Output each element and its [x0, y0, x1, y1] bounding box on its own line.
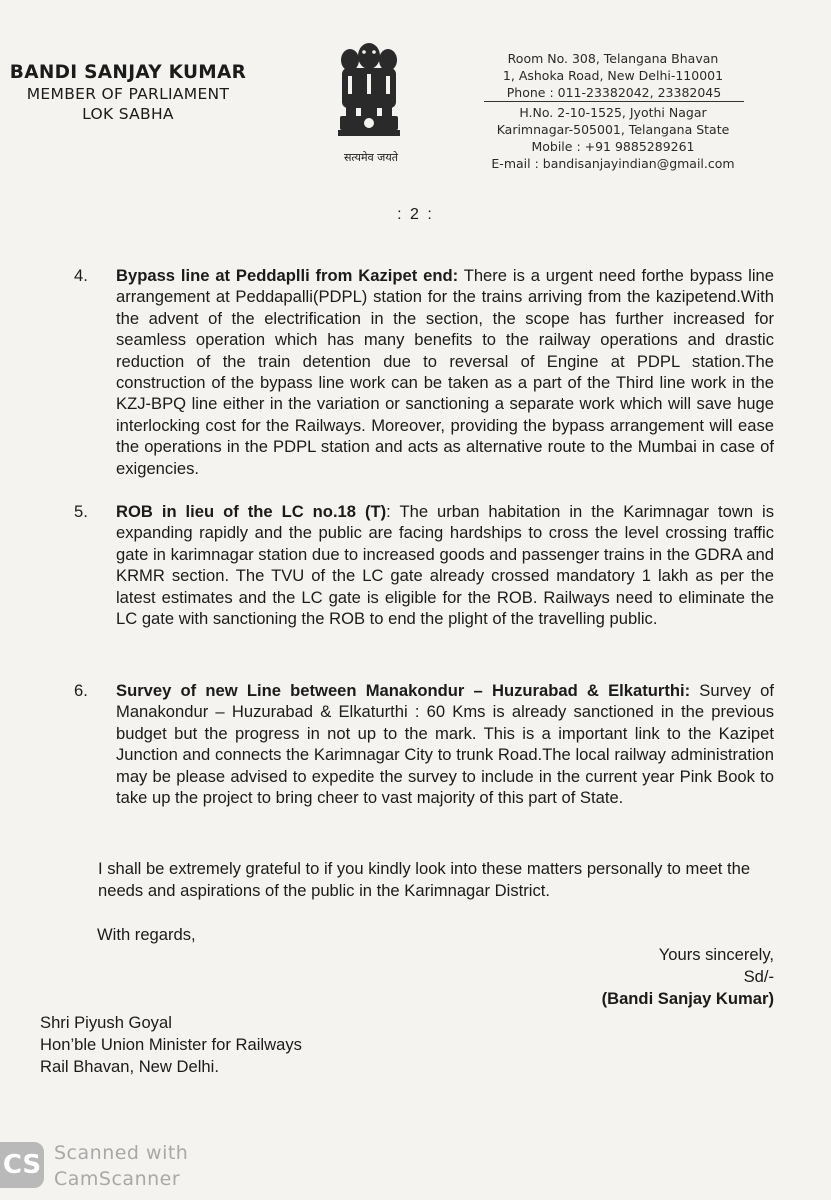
addressee-name: Shri Piyush Goyal — [40, 1013, 172, 1032]
home-email: E-mail : bandisanjayindian@gmail.com — [491, 156, 735, 171]
camscanner-watermark — [0, 1138, 260, 1198]
camscanner-logo-icon: CS — [0, 1142, 44, 1188]
item-text: There is a urgent need forthe bypass line arrangement at Peddapalli(PDPL) station for the trains arriving from the kazipetend.With the advent of the electrification in the section, the scope has further increased for seamless operation which has many benefits to the railway operations and drastic reduction of the train detention due to reversal of Engine at PDPL station.The construction of the bypass line work can be taken as a part of the Third line work in the KZJ-BPQ line either in the variation or sanctioning a separate work which will save huge interlocking cost for the Railways. Moreover, providing the bypass arrangement will ease the operations in the PDPL station and acts as alternative route to the Mumbai in case of exigencies. — [116, 266, 774, 478]
item-text: : The urban habitation in the Karimnagar town is expanding rapidly and the public are facing hardships to cross the level crossing traffic gate in karimnagar station due to increased goods and passenger trains in the GDRA and KRMR section. The TVU of the LC gate already crossed mandatory 1 lakh as per the latest estimates and the LC gate is eligible for the ROB. Railways need to eliminate the LC gate with sanctioning the ROB to end the plight of the travelling public. — [116, 502, 774, 629]
sd-mark: Sd/- — [743, 967, 774, 986]
item-number: 5. — [74, 502, 88, 521]
page-number: : 2 : — [397, 206, 434, 223]
regards: With regards, — [97, 925, 196, 944]
list-item — [74, 501, 774, 629]
watermark-line2: CamScanner — [54, 1168, 181, 1190]
sender-block — [8, 62, 248, 123]
addressee-address: Rail Bhavan, New Delhi. — [40, 1057, 219, 1076]
item-heading: ROB in lieu of the LC no.18 (T) — [116, 502, 387, 521]
sender-name: BANDI SANJAY KUMAR — [9, 62, 247, 83]
addressee-block — [40, 1012, 302, 1078]
sender-title: MEMBER OF PARLIAMENT — [26, 85, 230, 103]
closing-text: I shall be extremely grateful to if you kindly look into these matters personally to meet the needs and aspirations of the public in the Karimnagar District. — [98, 859, 751, 900]
addressee-designation: Hon’ble Union Minister for Railways — [40, 1035, 302, 1054]
delhi-room: Room No. 308, Telangana Bhavan — [507, 51, 719, 66]
closing-paragraph — [40, 858, 774, 902]
delhi-road: 1, Ashoka Road, New Delhi-110001 — [502, 68, 724, 83]
address-block — [478, 50, 748, 172]
item-heading: Bypass line at Peddaplli from Kazipet end: — [116, 266, 459, 285]
item-text: Survey of Manakondur – Huzurabad & Elkaturthi : 60 Kms is already sanctioned in the previous budget but the progress in not up to the mark. This is a important link to the Kazipet Junction and connects the Karimnagar City to trunk Road.The local railway administration may be please advised to expedite the survey to include in the current year Pink Book to take up the project to bring cheer to vast majority of this part of State. — [116, 681, 774, 808]
list-item — [74, 680, 774, 808]
watermark-line1: Scanned with — [54, 1142, 189, 1164]
home-city: Karimnagar-505001, Telangana State — [496, 122, 730, 137]
item-number: 6. — [74, 681, 88, 700]
yours-sincerely: Yours sincerely, — [658, 945, 774, 964]
home-mobile: Mobile : +91 9885289261 — [531, 139, 695, 154]
signatory-name: (Bandi Sanjay Kumar) — [601, 989, 774, 1008]
signoff-block — [602, 944, 774, 1010]
sender-house: LOK SABHA — [82, 105, 174, 123]
item-number: 4. — [74, 266, 88, 285]
home-house-no: H.No. 2-10-1525, Jyothi Nagar — [519, 105, 707, 120]
item-heading: Survey of new Line between Manakondur – Huzurabad & Elkaturthi: — [116, 681, 691, 700]
list-item — [74, 265, 774, 479]
emblem-motto: सत्यमेव जयते — [343, 151, 398, 164]
delhi-phone: Phone : 011-23382042, 23382045 — [484, 84, 744, 102]
